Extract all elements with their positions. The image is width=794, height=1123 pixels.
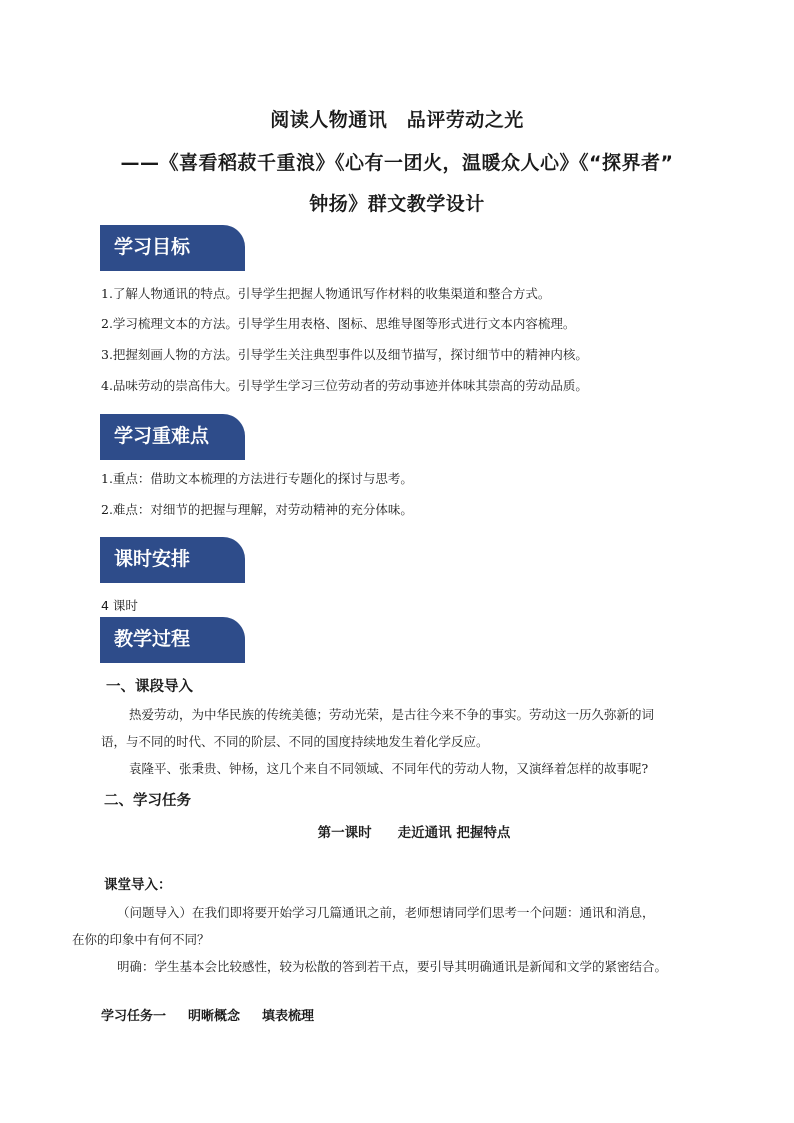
task1-heading — [101, 1005, 314, 1024]
doc-title-line-2: ——《喜看稻菽千重浪》《心有一团火，温暖众人心》《“探界者” — [120, 152, 674, 174]
goal-item: 1.了解人物通讯的特点。引导学生把握人物通讯写作材料的收集渠道和整合方式。 — [101, 286, 551, 301]
question-line-2: 在你的印象中有何不同？ — [72, 932, 210, 947]
doc-title-line-3: 钟扬》群文教学设计 — [309, 193, 485, 215]
section-banner-schedule: 课时安排 — [100, 537, 245, 581]
section-banner-process: 教学过程 — [100, 617, 245, 661]
task1-topic: 明晰概念 — [188, 1009, 241, 1024]
lesson-number: 第一课时 — [317, 825, 372, 841]
intro-paragraph-2: 袁隆平、张秉贵、钟杨，这几个来自不同领域、不同年代的劳动人物，又演绎着怎样的故事呢? — [129, 761, 649, 776]
task1-method: 填表梳理 — [262, 1009, 315, 1024]
intro-paragraph-line-1: 热爱劳动，为中华民族的传统美德；劳动光荣，是古往今来不争的事实。劳动这一历久弥新的词 — [129, 707, 655, 722]
banner-underline — [100, 269, 245, 271]
doc-title-line-1: 阅读人物通讯 品评劳动之光 — [270, 109, 524, 131]
intro-paragraph-line-2: 语，与不同的时代、不同的阶层、不同的国度持续地发生着化学反应。 — [101, 734, 489, 749]
part1-heading: 一、课段导入 — [106, 679, 193, 695]
question-line-1: （问题导入）在我们即将要开始学习几篇通讯之前，老师想请同学们思考一个问题：通讯和消息， — [117, 905, 655, 920]
goal-item: 4.品味劳动的崇高伟大。引导学生学习三位劳动者的劳动事迹并体味其崇高的劳动品质。 — [101, 378, 588, 393]
answer-text: 明确：学生基本会比较感性，较为松散的答到若干点，要引导其明确通讯是新闻和文学的紧密结合。 — [117, 959, 668, 974]
focus-item: 2.难点：对细节的把握与理解，对劳动精神的充分体味。 — [101, 502, 413, 517]
goal-item: 2.学习梳理文本的方法。引导学生用表格、图标、思维导图等形式进行文本内容梳理。 — [101, 316, 576, 331]
lesson-heading — [0, 821, 794, 841]
banner-underline — [100, 458, 245, 460]
task1-label: 学习任务一 — [101, 1009, 167, 1024]
lesson-title: 走近通讯 把握特点 — [397, 825, 511, 841]
section-banner-goals: 学习目标 — [100, 225, 245, 269]
part2-heading: 二、学习任务 — [104, 793, 191, 809]
schedule-value: 4 课时 — [101, 598, 138, 613]
banner-underline — [100, 581, 245, 583]
banner-underline — [100, 661, 245, 663]
section-banner-focus: 学习重难点 — [100, 414, 245, 458]
focus-item: 1.重点：借助文本梳理的方法进行专题化的探讨与思考。 — [101, 471, 413, 486]
goal-item: 3.把握刻画人物的方法。引导学生关注典型事件以及细节描写，探讨细节中的精神内核。 — [101, 347, 588, 362]
class-intro-heading: 课堂导入： — [104, 877, 172, 893]
